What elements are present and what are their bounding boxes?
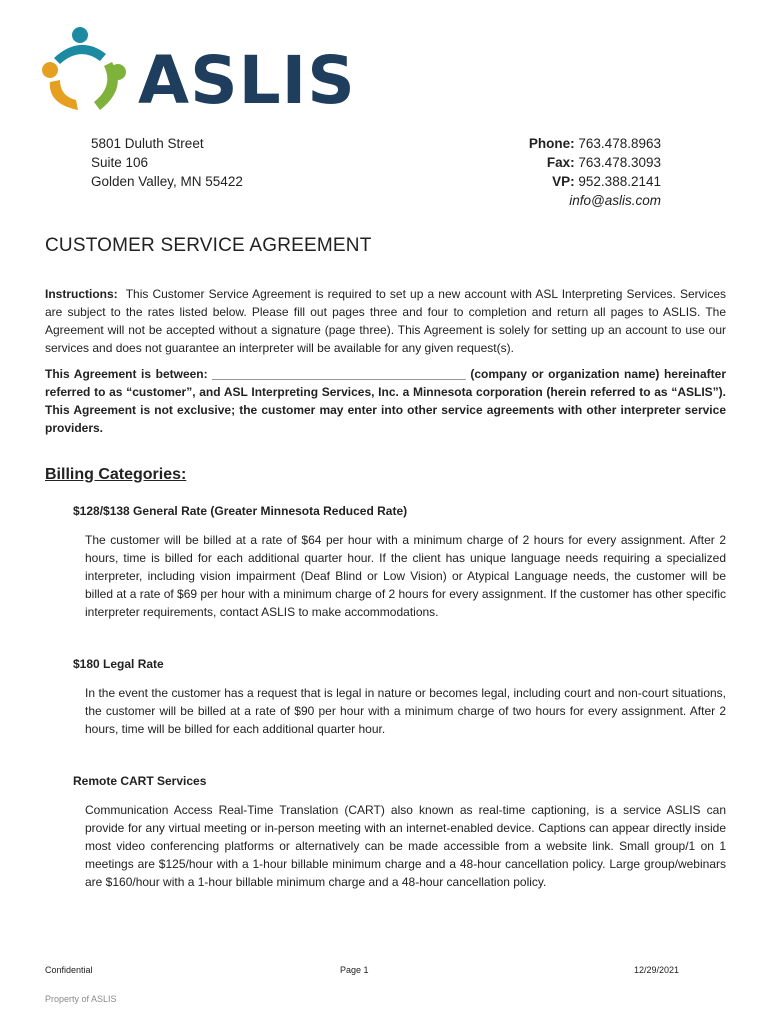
footer-page-number: Page 1 bbox=[340, 965, 369, 975]
logo-wordmark: ASLIS bbox=[138, 42, 356, 119]
company-address bbox=[91, 134, 243, 191]
cart-services-title: Remote CART Services bbox=[73, 774, 207, 788]
address-line-2: Suite 106 bbox=[91, 155, 149, 170]
legal-rate-title: $180 Legal Rate bbox=[73, 657, 164, 671]
company-logo bbox=[40, 26, 356, 119]
instructions-label: Instructions: bbox=[45, 287, 118, 301]
phone-number: 763.478.8963 bbox=[578, 136, 661, 151]
fax-number: 763.478.3093 bbox=[578, 155, 661, 170]
address-line-1: 5801 Duluth Street bbox=[91, 136, 204, 151]
billing-heading: Billing Categories: bbox=[45, 466, 187, 483]
agreement-paragraph: This Agreement is between: ______________________________________ (company or organization name) hereinafter referred to as “customer”, and ASL Interpreting Services, Inc. a Minnesota corporation (herein referred to as “ASLIS”). This Agreement is not exclusive; the customer may enter into other service agreements with other interpreter service providers. bbox=[45, 367, 726, 435]
fax-label: Fax: bbox=[546, 155, 575, 170]
footer-date: 12/29/2021 bbox=[634, 965, 680, 975]
email-address: info@aslis.com bbox=[569, 193, 661, 208]
instructions-text: This Customer Service Agreement is required to set up a new account with ASL Interpreting Services. Services are subject to the rates listed below. Please fill out pages three and four to completion and return all pages to ASLIS. The Agreement will not be accepted without a signature (page three). This Agreement is solely for setting up an account to use our services and does not guarantee an interpreter will be available for any given request(s). bbox=[45, 287, 726, 355]
company-contact bbox=[529, 134, 661, 210]
instructions-paragraph bbox=[45, 285, 726, 357]
cart-services-body: Communication Access Real-Time Translation (CART) also known as real-time captioning, is a service ASLIS can provide for any virtual meeting or in-person meeting with an internet-enabled device. Captions can appear directly inside most video conferencing platforms or alternatively can be made accessible from a website link. Small group/1 on 1 meetings are $125/hour with a 1-hour billable minimum charge and a 48-hour cancellation policy. Large group/webinars are $160/hour with a 1-hour billable minimum charge and a 48-hour cancellation policy. bbox=[85, 803, 726, 889]
general-rate-title: $128/$138 General Rate (Greater Minnesota Reduced Rate) bbox=[73, 504, 408, 518]
address-line-3: Golden Valley, MN 55422 bbox=[91, 174, 243, 189]
general-rate-body: The customer will be billed at a rate of $64 per hour with a minimum charge of 2 hours for every assignment. After 2 hours, time is billed for each additional quarter hour. If the client has unique language needs requiring a specialized interpreter, including vision impairment (Deaf Blind or Low Vision) or Atypical Language needs, the customer will be billed at a rate of $69 per hour with a minimum charge of 2 hours for every assignment. If the customer has other specific interpreter requirements, contact ASLIS to make accommodations. bbox=[85, 533, 726, 619]
footer-property: Property of ASLIS bbox=[45, 994, 117, 1004]
legal-rate-body: In the event the customer has a request that is legal in nature or becomes legal, including court and non-court situations, the customer will be billed at a rate of $90 per hour with a minimum charge of two hours for every assignment. After 2 hours, time will be billed for each additional quarter hour. bbox=[85, 686, 726, 736]
people-circle-icon bbox=[40, 26, 136, 116]
footer-confidential: Confidential bbox=[45, 965, 93, 975]
vp-label: VP: bbox=[552, 174, 575, 189]
vp-number: 952.388.2141 bbox=[578, 174, 661, 189]
phone-label: Phone: bbox=[528, 136, 575, 151]
document-title: CUSTOMER SERVICE AGREEMENT bbox=[45, 235, 372, 256]
